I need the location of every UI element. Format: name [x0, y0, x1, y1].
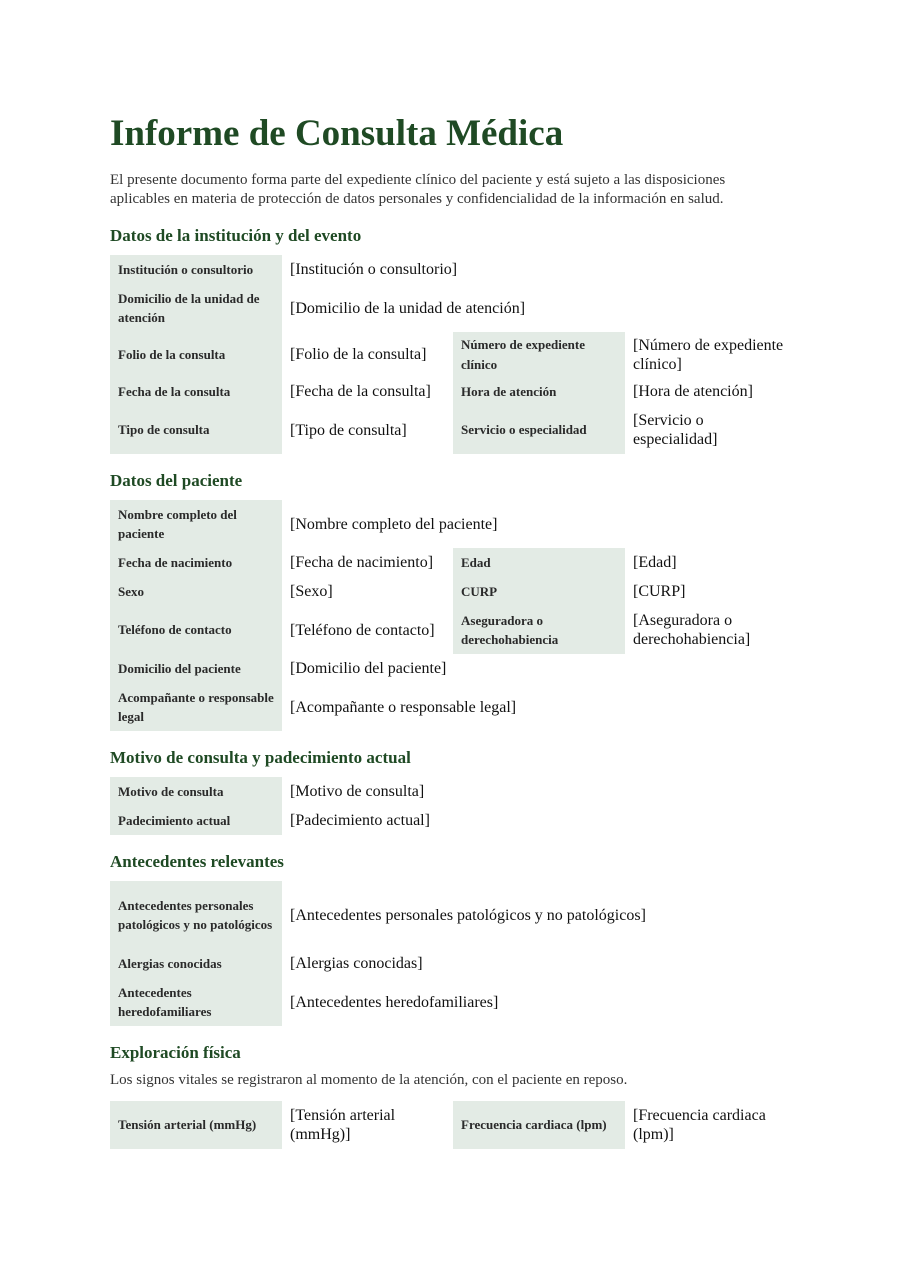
table-row [110, 1101, 797, 1149]
table-row [110, 606, 797, 654]
field-label: Fecha de nacimiento [110, 548, 282, 577]
table-row [110, 500, 797, 548]
table-row [110, 654, 797, 683]
field-label: Domicilio de la unidad de atención [110, 284, 282, 332]
field-value: [Tensión arterial (mmHg)] [290, 1107, 396, 1143]
field-label: Institución o consultorio [110, 255, 282, 284]
field-value: [Sexo] [290, 583, 333, 600]
section-heading-antecedentes: Antecedentes relevantes [110, 852, 284, 871]
field-label: Edad [453, 548, 625, 577]
field-label: CURP [453, 577, 625, 606]
field-label: Antecedentes personales patológicos y no patológicos [110, 881, 282, 949]
table-row [110, 332, 797, 377]
field-label: Número de expediente clínico [453, 332, 625, 377]
field-value: [Servicio o especialidad] [633, 412, 718, 448]
field-value: [Hora de atención] [633, 383, 753, 400]
table-row [110, 777, 797, 806]
field-label: Antecedentes heredofamiliares [110, 978, 282, 1026]
table-row [110, 949, 797, 978]
field-value: [Fecha de la consulta] [290, 383, 431, 400]
table-row [110, 255, 797, 284]
table-row [110, 806, 797, 835]
document-title: Informe de Consulta Médica [110, 113, 564, 154]
table-row [110, 284, 797, 332]
field-label: Frecuencia cardiaca (lpm) [453, 1101, 625, 1149]
field-label: Tipo de consulta [110, 406, 282, 454]
table-row [110, 881, 797, 949]
field-label: Tensión arterial (mmHg) [110, 1101, 282, 1149]
field-label: Servicio o especialidad [453, 406, 625, 454]
field-value: [Folio de la consulta] [290, 346, 427, 363]
field-value: [Padecimiento actual] [290, 812, 430, 829]
field-value: [Frecuencia cardiaca (lpm)] [633, 1107, 766, 1143]
field-value: [CURP] [633, 583, 686, 600]
field-label: Hora de atención [453, 377, 625, 406]
table-row [110, 548, 797, 577]
exploracion-table [110, 1101, 797, 1149]
field-label: Nombre completo del paciente [110, 500, 282, 548]
institucion-table [110, 255, 797, 454]
field-value: [Institución o consultorio] [290, 261, 458, 278]
table-row [110, 577, 797, 606]
paciente-table [110, 500, 797, 731]
field-value: [Fecha de nacimiento] [290, 554, 434, 571]
field-value: [Motivo de consulta] [290, 783, 425, 800]
field-label: Alergias conocidas [110, 949, 282, 978]
field-label: Sexo [110, 577, 282, 606]
table-row [110, 978, 797, 1026]
field-label: Fecha de la consulta [110, 377, 282, 406]
field-value: [Antecedentes personales patológicos y no patológicos] [290, 906, 646, 924]
field-label: Domicilio del paciente [110, 654, 282, 683]
field-value: [Número de expediente clínico] [633, 336, 784, 373]
section-heading-motivo: Motivo de consulta y padecimiento actual [110, 748, 411, 767]
field-value: [Alergias conocidas] [290, 955, 423, 972]
field-value: [Domicilio de la unidad de atención] [290, 299, 526, 317]
section-heading-institucion: Datos de la institución y del evento [110, 226, 362, 245]
section-heading-paciente: Datos del paciente [110, 471, 243, 490]
table-row [110, 406, 797, 454]
document-content [110, 112, 797, 1149]
field-label: Motivo de consulta [110, 777, 282, 806]
section-heading-exploracion: Exploración física [110, 1043, 241, 1062]
field-label: Acompañante o responsable legal [110, 683, 282, 731]
field-label: Aseguradora o derechohabiencia [453, 606, 625, 654]
field-value: [Teléfono de contacto] [290, 621, 435, 639]
field-value: [Domicilio del paciente] [290, 660, 447, 677]
field-value: [Acompañante o responsable legal] [290, 698, 517, 716]
field-value: [Edad] [633, 554, 677, 571]
field-label: Folio de la consulta [110, 332, 282, 377]
antecedentes-table [110, 881, 797, 1026]
field-label: Padecimiento actual [110, 806, 282, 835]
motivo-table [110, 777, 797, 835]
intro-paragraph: El presente documento forma parte del expediente clínico del paciente y está sujeto a las disposiciones aplicables en materia de protección de datos personales y confidencialidad de la información en salud. [110, 172, 726, 207]
field-value: [Nombre completo del paciente] [290, 515, 498, 533]
table-row [110, 377, 797, 406]
field-value: [Antecedentes heredofamiliares] [290, 993, 499, 1011]
table-row [110, 683, 797, 731]
vital-signs-note: Los signos vitales se registraron al momento de la atención, con el paciente en reposo. [110, 1072, 628, 1088]
field-value: [Tipo de consulta] [290, 421, 407, 439]
field-label: Teléfono de contacto [110, 606, 282, 654]
field-value: [Aseguradora o derechohabiencia] [633, 612, 751, 648]
